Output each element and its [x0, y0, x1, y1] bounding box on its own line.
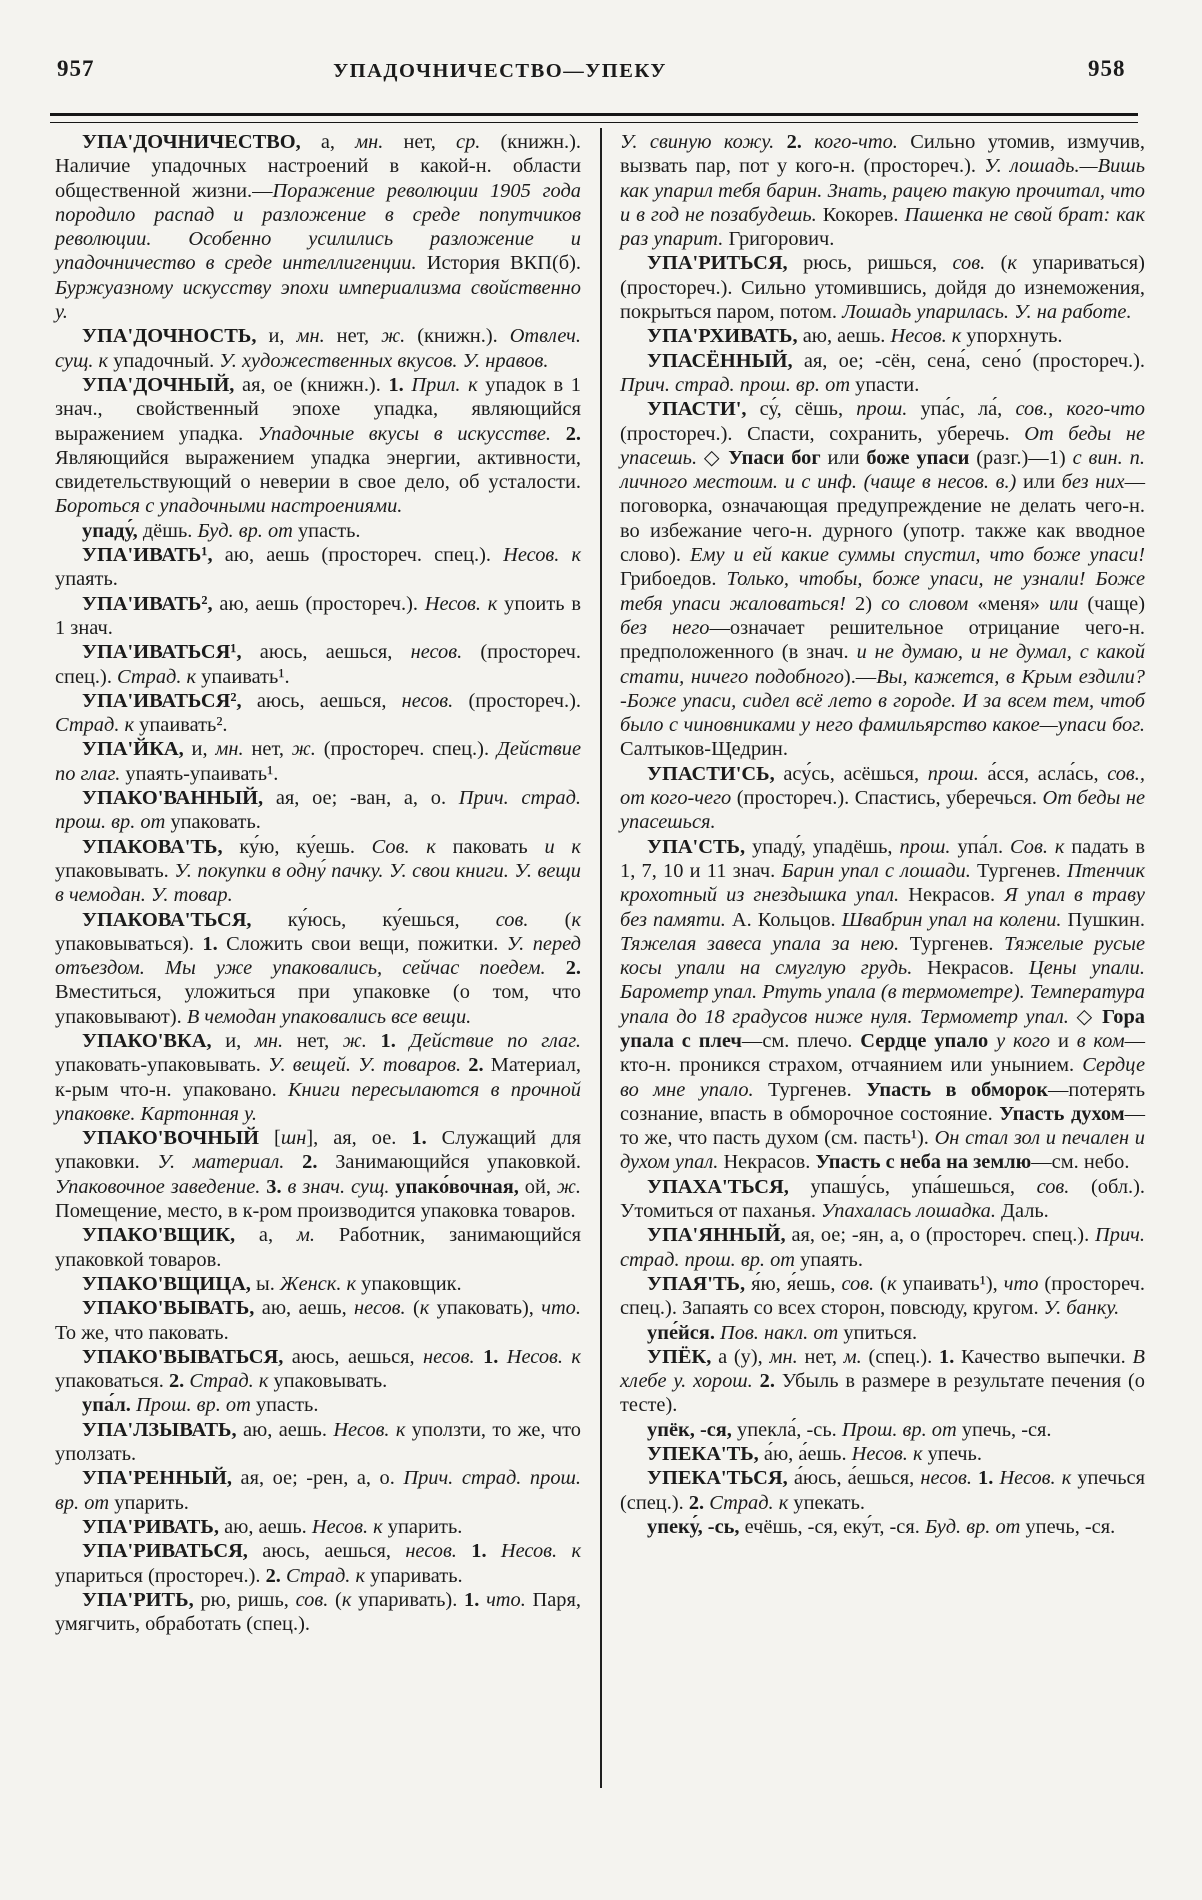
dictionary-entry: упаду́, дёшь. Буд. вр. от упасть.: [82, 519, 361, 542]
text-column-right: [620, 130, 1145, 1539]
dictionary-entry: УПАКО'ВАННЫЙ, ая, ое; -ван, а, о. Прич. страд. прош. вр. от упаковать.: [55, 787, 582, 834]
dictionary-entry: УПА'ДОЧНИЧЕСТВО, а, мн. нет, ср. (книжн.). Наличие упадочных настроений в какой-н. области общественной жизни.—Поражение революции 1905 года породило распад и разложение в среде попутчиков революции. Особенно усилились разложение и упадочничество в среде интеллигенции. История ВКП(б). Буржуазному искусству эпохи империализма свойственно у.: [55, 131, 581, 324]
dictionary-entry: УПАКО'ВЫВАТЬ, аю, аешь, несов. (к упаковать), что. То же, что паковать.: [55, 1297, 581, 1344]
dictionary-entry: УПАКО'ВЩИК, а, м. Работник, занимающийся упаковкой товаров.: [55, 1224, 581, 1271]
dictionary-entry: УПАЯ'ТЬ, я́ю, я́ешь, сов. (к упаивать¹), что (простореч. спец.). Запаять со всех сторон, повсюду, кругом. У. банку.: [620, 1272, 1146, 1320]
dictionary-entry: УПЕКА'ТЬСЯ, а́юсь, а́ешься, несов. 1. Несов. к упечься (спец.). 2. Страд. к упекать.: [620, 1467, 1145, 1514]
dictionary-entry: упе́йся. Пов. накл. от упиться.: [647, 1321, 918, 1344]
text-column-left: [55, 130, 581, 1636]
dictionary-entry: УПАХА'ТЬСЯ, упашу́сь, упа́шешься, сов. (обл.). Утомиться от паханья. Упахалась лошадка. Даль.: [620, 1175, 1145, 1223]
column-divider-rule: [600, 128, 602, 1788]
dictionary-entry: упёк, -ся, упекла́, -сь. Прош. вр. от упечь, -ся.: [647, 1418, 1052, 1441]
dictionary-entry: УПА'РХИВАТЬ, аю, аешь. Несов. к упорхнуть.: [647, 325, 1063, 348]
dictionary-entry: УПЕКА'ТЬ, а́ю, а́ешь. Несов. к упечь.: [647, 1443, 982, 1466]
dictionary-entry: упа́л. Прош. вр. от упасть.: [82, 1394, 319, 1417]
dictionary-entry: УПАКОВА'ТЬ, ку́ю, ку́ешь. Сов. к паковать и к упаковывать. У. покупки в одну́ пачку. У. свои книги. У. вещи в чемодан. У. товар.: [55, 835, 581, 907]
running-title: УПАДОЧНИЧЕСТВО—УПЕКУ: [333, 60, 667, 82]
header-double-rule: [50, 113, 1138, 123]
dictionary-entry: УПАСТИ', су́, сёшь, прош. упа́с, ла́, сов., кого-что (простореч.). Спасти, сохранить, уберечь. От беды не упасешь. ◇ Упаси бог или боже упаси (разг.)—1) с вин. п. личного местоим. и с инф. (чаще в несов. в.) или без них—поговорка, означающая предупреждение не делать чего-н. во избежание чего-н. дурного (употр. также как вводное слово). Ему и ей какие суммы спустил, что боже упаси! Грибоедов. Только, чтобы, боже упаси, не узнали! Боже тебя упаси жаловаться! 2) со словом «меня» или (чаще) без него—означает решительное отрицание чего-н. предположенного (в знач. и не думаю, и не думал, с какой стати, ничего подобного).—Вы, кажется, в Крым ездили? -Боже упаси, сидел всё лето в городе. И за всем тем, чтоб было с чиновниками у него фамильярство какое—упаси бог. Салтыков-Щедрин.: [620, 398, 1146, 761]
dictionary-entry: УПАКО'ВЩИЦА, ы. Женск. к упаковщик.: [82, 1272, 462, 1295]
dictionary-entry: УПАКО'ВОЧНЫЙ [шн], ая, ое. 1. Служащий для упаковки. У. материал. 2. Занимающийся упаковкой. Упаковочное заведение. 3. в знач. сущ. упако́вочная, ой, ж. Помещение, место, в к-ром производится упаковка товаров.: [55, 1127, 581, 1223]
dictionary-entry: УПА'ЯННЫЙ, ая, ое; -ян, а, о (простореч. спец.). Прич. страд. прош. вр. от упаять.: [620, 1224, 1145, 1271]
dictionary-entry: УПА'ДОЧНОСТЬ, и, мн. нет, ж. (книжн.). Отвлеч. сущ. к упадочный. У. художественных вкусов. У. нравов.: [55, 325, 582, 372]
dictionary-entry: упеку́, -сь, ечёшь, -ся, еку́т, -ся. Буд. вр. от упечь, -ся.: [647, 1515, 1116, 1538]
dictionary-entry: УПА'ИВАТЬ¹, аю, аешь (простореч. спец.). Несов. к упаять.: [55, 544, 581, 591]
dictionary-entry: УПА'ИВАТЬСЯ¹, аюсь, аешься, несов. (простореч. спец.). Страд. к упаивать¹.: [55, 641, 581, 688]
dictionary-entry: УПА'ИВАТЬ², аю, аешь (простореч.). Несов. к упоить в 1 знач.: [55, 592, 581, 639]
dictionary-entry: УПА'ДОЧНЫЙ, ая, ое (книжн.). 1. Прил. к упадок в 1 знач., свойственный эпохе упадка, являющийся выражением упадка. Упадочные вкусы в искусстве. 2. Являющийся выражением упадка энергии, активности, свидетельствующий о неверии в свое дело, об усталости. Бороться с упадочными настроениями.: [55, 373, 581, 518]
dictionary-entry: УПА'РИТЬ, рю, ришь, сов. (к упаривать). 1. что. Паря, умягчить, обработать (спец.).: [55, 1588, 581, 1636]
dictionary-entry: УПА'РИВАТЬ, аю, аешь. Несов. к упарить.: [82, 1515, 463, 1538]
dictionary-entry: УПАСЁННЫЙ, ая, ое; -сён, сена́, сено́ (простореч.). Прич. страд. прош. вр. от упасти.: [620, 349, 1145, 396]
dictionary-entry: УПА'ИВАТЬСЯ², аюсь, аешься, несов. (простореч.). Страд. к упаивать².: [55, 689, 581, 737]
page-number-left: 957: [57, 56, 95, 81]
dictionary-entry: У. свиную кожу. 2. кого-что. Сильно утомив, измучив, вызвать пар, пот у кого-н. (простореч.). У. лошадь.—Вишь как упарил тебя барин. Знать, рацею такую прочитал, что и в год не позабудешь. Кокорев. Пашенка не свой брат: как раз упарит. Григорович.: [620, 131, 1145, 251]
dictionary-entry: УПАКО'ВЫВАТЬСЯ, аюсь, аешься, несов. 1. Несов. к упаковаться. 2. Страд. к упаковывать.: [55, 1345, 581, 1393]
dictionary-entry: УПА'СТЬ, упаду́, упадёшь, прош. упа́л. Сов. к падать в 1, 7, 10 и 11 знач. Барин упал с лошади. Тургенев. Птенчик крохотный из гнездышка упал. Некрасов. Я упал в траву без памяти. А. Кольцов. Швабрин упал на колени. Пушкин. Тяжелая завеса упала за нею. Тургенев. Тяжелые русые косы упали на смуглую грудь. Некрасов. Цены упали. Барометр упал. Ртуть упала (в термометре). Температура упала до 18 градусов ниже нуля. Термометр упал. ◇ Гора упала с плеч—см. плечо. Сердце упало у кого и в ком—кто-н. проникся страхом, отчаянием или унынием. Сердце во мне упало. Тургенев. Упасть в обморок—потерять сознание, впасть в обморочное состояние. Упасть духом—то же, что пасть духом (см. пасть¹). Он стал зол и печален и духом упал. Некрасов. Упасть с неба на землю—см. небо.: [620, 835, 1146, 1174]
dictionary-entry: УПЁК, а (у), мн. нет, м. (спец.). 1. Качество выпечки. В хлебе у. хорош. 2. Убыль в размере в результате печения (о тесте).: [620, 1345, 1145, 1417]
dictionary-entry: УПА'ЛЗЫВАТЬ, аю, аешь. Несов. к уползти, то же, что уползать.: [55, 1418, 581, 1466]
dictionary-entry: УПА'РЕННЫЙ, ая, ое; -рен, а, о. Прич. страд. прош. вр. от упарить.: [55, 1467, 581, 1514]
dictionary-entry: УПАСТИ'СЬ, асу́сь, асёшься, прош. а́сся, асла́сь, сов., от кого-чего (простореч.). Спастись, уберечься. От беды не упасешься.: [620, 762, 1145, 834]
dictionary-entry: УПА'ЙКА, и, мн. нет, ж. (простореч. спец.). Действие по глаг. упаять-упаивать¹.: [55, 738, 581, 785]
dictionary-entry: УПА'РИТЬСЯ, рюсь, ришься, сов. (к упариваться) (простореч.). Сильно утомившись, дойдя до изнеможения, покрыться паром, потом. Лошадь упарилась. У. на работе.: [620, 252, 1145, 324]
dictionary-entry: УПАКО'ВКА, и, мн. нет, ж. 1. Действие по глаг. упаковать-упаковывать. У. вещей. У. товаров. 2. Материал, к-рым что-н. упаковано. Книги пересылаются в прочной упаковке. Картонная у.: [55, 1029, 582, 1125]
page-number-right: 958: [1088, 56, 1126, 81]
dictionary-entry: УПА'РИВАТЬСЯ, аюсь, аешься, несов. 1. Несов. к упариться (простореч.). 2. Страд. к упаривать.: [55, 1540, 581, 1587]
dictionary-entry: УПАКОВА'ТЬСЯ, ку́юсь, ку́ешься, сов. (к упаковываться). 1. Сложить свои вещи, пожитки. У. перед отъездом. Мы уже упаковались, сейчас поедем. 2. Вместиться, уложиться при упаковке (о том, что упаковывают). В чемодан упаковались все вещи.: [55, 908, 581, 1028]
